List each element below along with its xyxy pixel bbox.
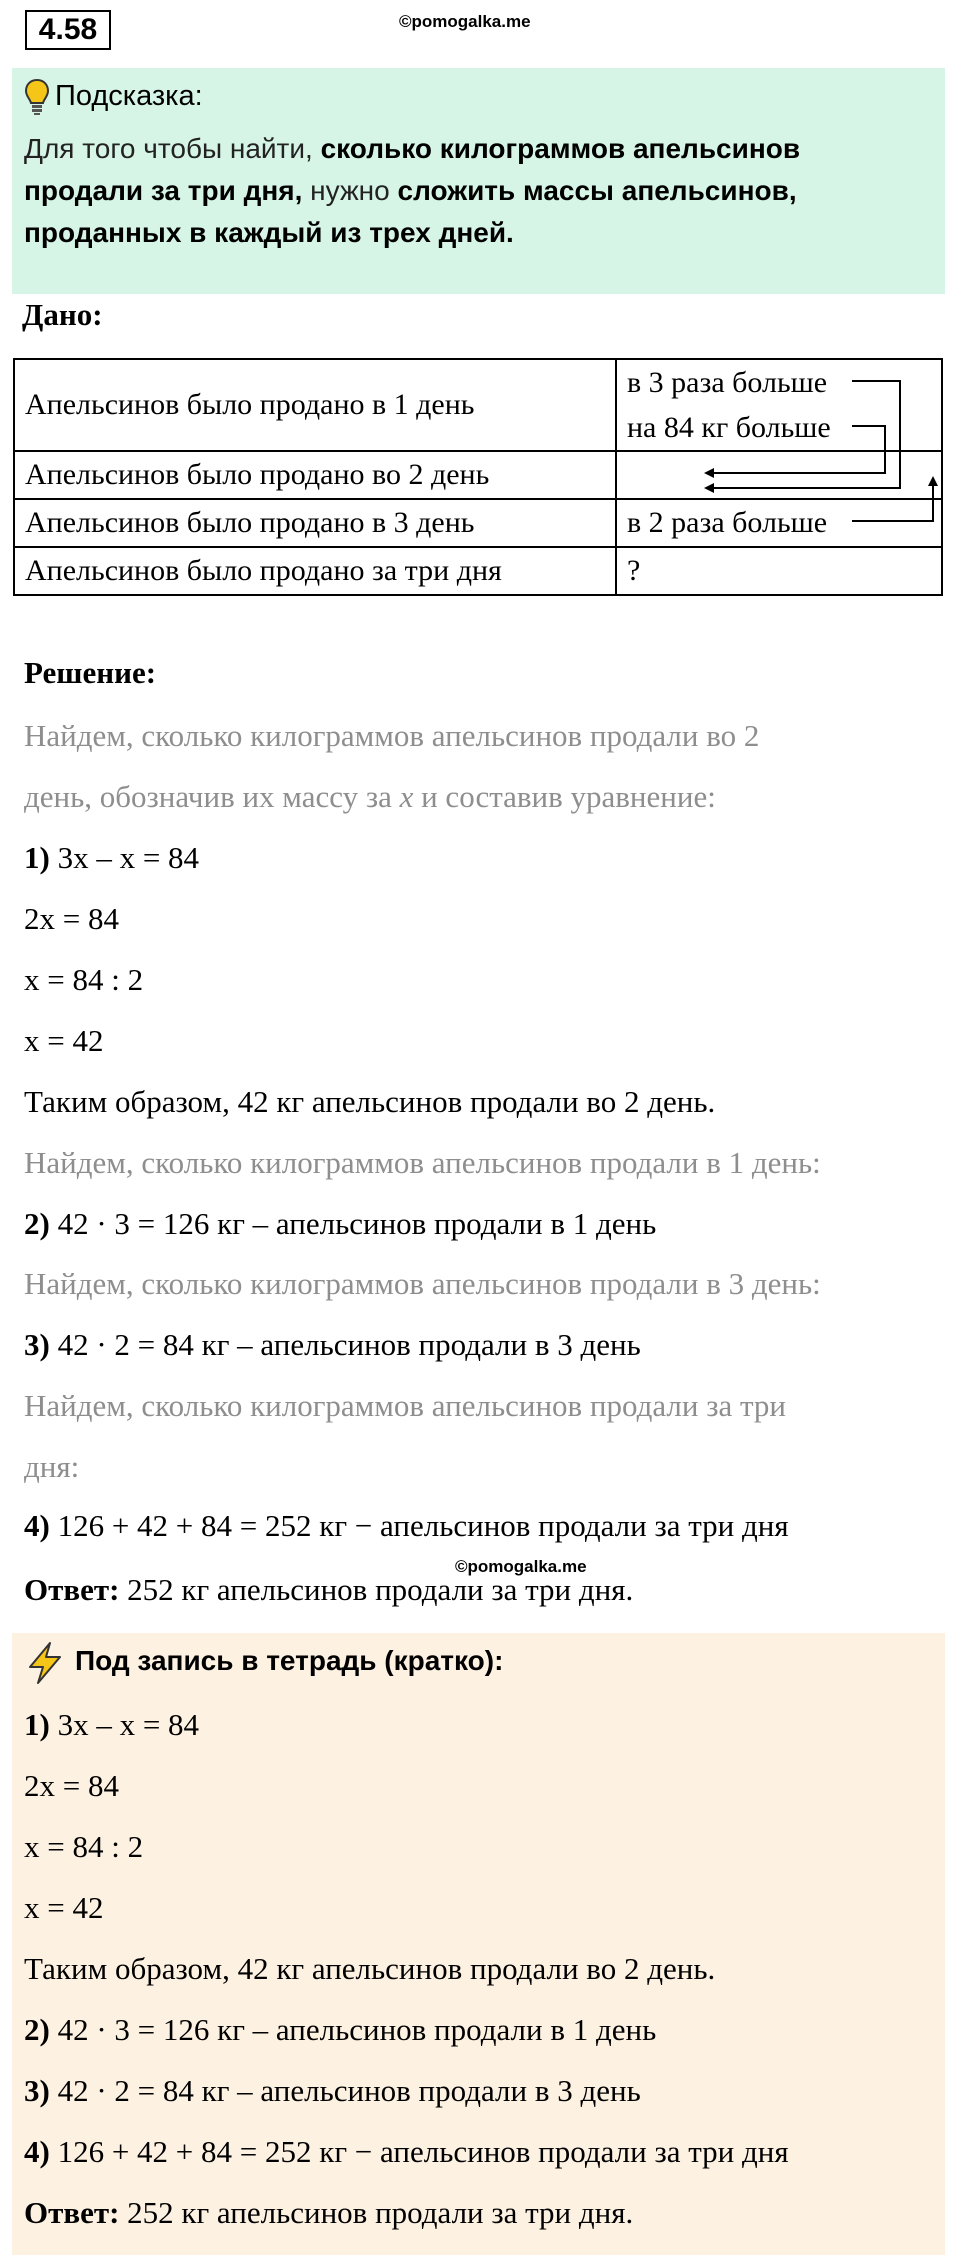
solution-intro: Найдем, сколько килограммов апельсинов продали во 2 [24, 718, 760, 753]
table-cell: Апельсинов было продано за три дня [14, 547, 616, 595]
conclusion: Таким образом, 42 кг апельсинов продали во 2 день. [24, 1951, 716, 1986]
table-row [14, 547, 942, 595]
equation: x = 42 [24, 1890, 104, 1925]
step-4: 4) 126 + 42 + 84 = 252 кг − апельсинов продали за три дня [24, 1508, 789, 1543]
relation-text: на 84 кг больше [627, 411, 831, 444]
relation-text: в 3 раза больше [627, 366, 828, 399]
step-2: 2) 42 · 3 = 126 кг – апельсинов продали в 1 день [24, 1206, 657, 1241]
arrowhead-icon [704, 468, 714, 478]
step-hint: Найдем, сколько килограммов апельсинов продали в 3 день: [24, 1266, 821, 1301]
watermark: ©pomogalka.me [399, 12, 531, 31]
arrowhead-icon [704, 483, 714, 493]
step-3: 3) 42 · 2 = 84 кг – апельсинов продали в 3 день [24, 1327, 641, 1362]
step-hint: дня: [24, 1449, 80, 1484]
step-1: 1) 3x – x = 84 [24, 840, 200, 875]
notebook-title: Под запись в тетрадь (кратко): [75, 1645, 504, 1676]
answer: Ответ: 252 кг апельсинов продали за три дня. [24, 1572, 634, 1607]
lightbulb-icon [24, 78, 50, 116]
step-3: 3) 42 · 2 = 84 кг – апельсинов продали в 3 день [24, 2073, 641, 2108]
table-cell: ? [616, 547, 942, 595]
given-title: Дано: [22, 297, 103, 332]
hint-text: Для того чтобы найти, сколько килограммов апельсинов продали за три дня, нужно сложить массы апельсинов, проданных в каждый из трех дней. [24, 133, 801, 248]
answer: Ответ: 252 кг апельсинов продали за три дня. [24, 2195, 634, 2230]
step-hint: Найдем, сколько килограммов апельсинов продали за три [24, 1388, 786, 1423]
lightning-icon [24, 1641, 66, 1685]
arrow-icon [710, 381, 900, 488]
step-2: 2) 42 · 3 = 126 кг – апельсинов продали в 1 день [24, 2012, 657, 2047]
equation: 2x = 84 [24, 1768, 119, 1803]
table-cell: Апельсинов было продано в 1 день [14, 359, 616, 451]
arrow-icon [710, 426, 885, 473]
watermark: ©pomogalka.me [455, 1557, 587, 1576]
equation: x = 84 : 2 [24, 962, 144, 997]
step-1: 1) 3x – x = 84 [24, 1707, 200, 1742]
step-4: 4) 126 + 42 + 84 = 252 кг − апельсинов продали за три дня [24, 2134, 789, 2169]
table-cell: Апельсинов было продано во 2 день [14, 451, 616, 499]
table-cell: Апельсинов было продано в 3 день [14, 499, 616, 547]
solution-intro: день, обозначив их массу за x и составив уравнение: [24, 779, 716, 814]
relation-arrows [600, 358, 945, 548]
hint-title: Подсказка: [55, 80, 203, 112]
table-cell: в 2 раза больше [616, 499, 942, 547]
conclusion: Таким образом, 42 кг апельсинов продали во 2 день. [24, 1084, 716, 1119]
step-hint: Найдем, сколько килограммов апельсинов продали в 1 день: [24, 1145, 821, 1180]
solution-title: Решение: [24, 655, 157, 690]
task-number: 4.58 [25, 10, 111, 50]
equation: x = 42 [24, 1023, 104, 1058]
equation: 2x = 84 [24, 901, 119, 936]
arrowhead-icon [928, 476, 938, 486]
equation: x = 84 : 2 [24, 1829, 144, 1864]
